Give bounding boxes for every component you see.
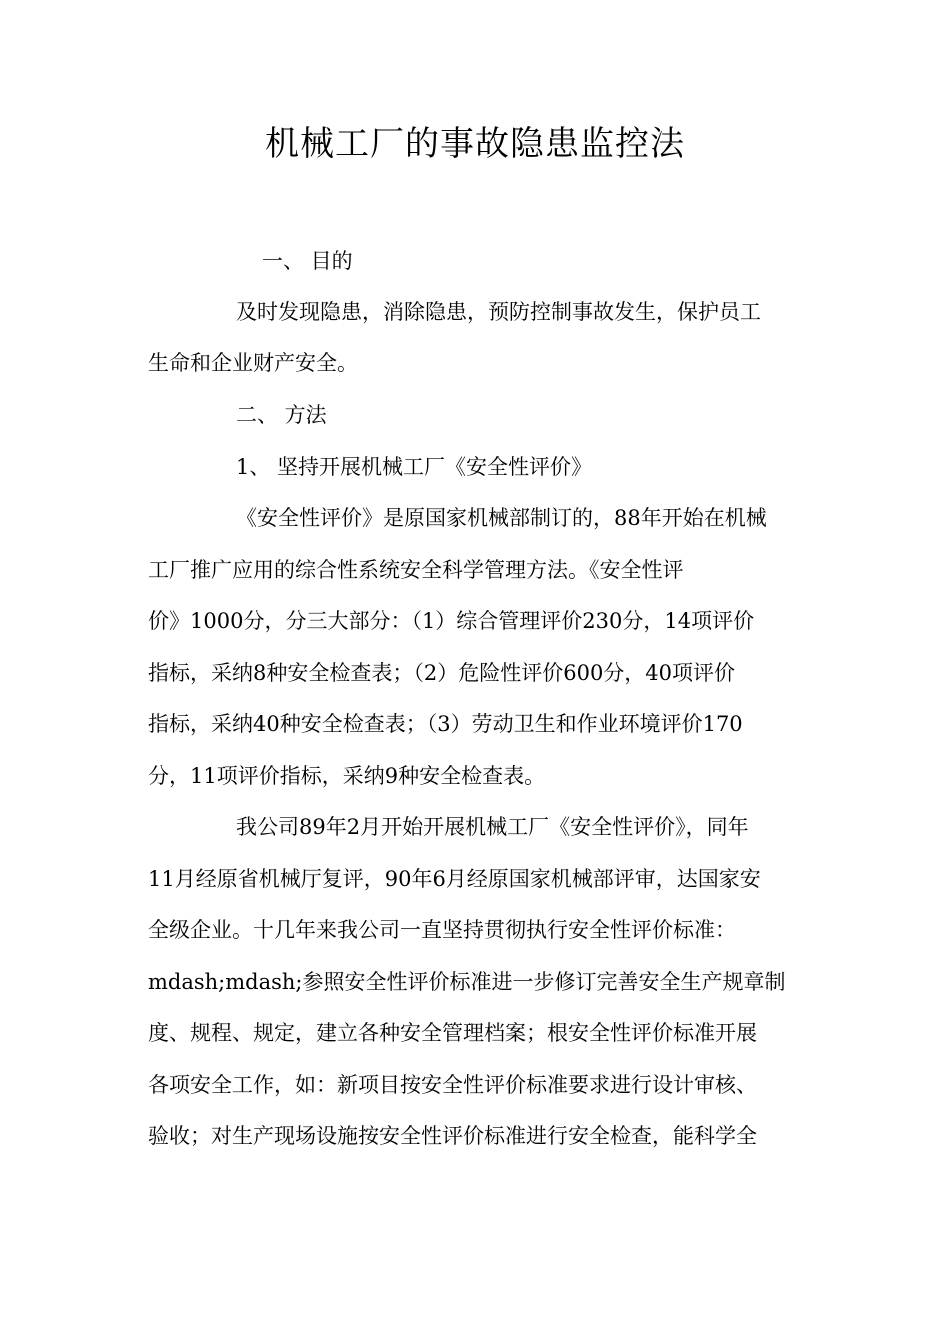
paragraph-line: mdash;mdash;参照安全性评价标准进一步修订完善安全生产规章制	[148, 970, 786, 994]
paragraph-line: 各项安全工作，如：新项目按安全性评价标准要求进行设计审核、	[148, 1073, 757, 1097]
document-title: 机械工厂的事故隐患监控法	[265, 124, 685, 164]
subsection-heading: 1、 坚持开展机械工厂《安全性评价》	[236, 455, 593, 479]
paragraph-line: 11月经原省机械厅复评，90年6月经原国家机械部评审，达国家安	[148, 867, 761, 891]
paragraph-line: 及时发现隐患，消除隐患，预防控制事故发生，保护员工	[236, 300, 761, 324]
section-heading-method: 二、 方法	[236, 403, 327, 427]
paragraph-line: 指标，采纳8种安全检查表；（2）危险性评价600分，40项评价	[148, 661, 736, 685]
paragraph-line: 《安全性评价》是原国家机械部制订的，88年开始在机械	[236, 506, 767, 530]
paragraph-line: 工厂推广应用的综合性系统安全科学管理方法。《安全性评	[148, 558, 684, 582]
paragraph-line: 分，11项评价指标，采纳9种安全检查表。	[148, 764, 546, 788]
paragraph-line: 全级企业。十几年来我公司一直坚持贯彻执行安全性评价标准：	[148, 918, 736, 942]
paragraph-line: 验收；对生产现场设施按安全性评价标准进行安全检查，能科学全	[148, 1124, 757, 1148]
paragraph-line: 我公司89年2月开始开展机械工厂《安全性评价》，同年	[236, 815, 749, 839]
paragraph-line: 生命和企业财产安全。	[148, 351, 358, 375]
paragraph-line: 指标，采纳40种安全检查表；（3）劳动卫生和作业环境评价170	[148, 712, 743, 736]
section-heading-purpose: 一、 目的	[262, 249, 353, 273]
paragraph-line: 价》1000分，分三大部分：（1）综合管理评价230分，14项评价	[148, 609, 755, 633]
paragraph-line: 度、规程、规定，建立各种安全管理档案；根安全性评价标准开展	[148, 1021, 757, 1045]
